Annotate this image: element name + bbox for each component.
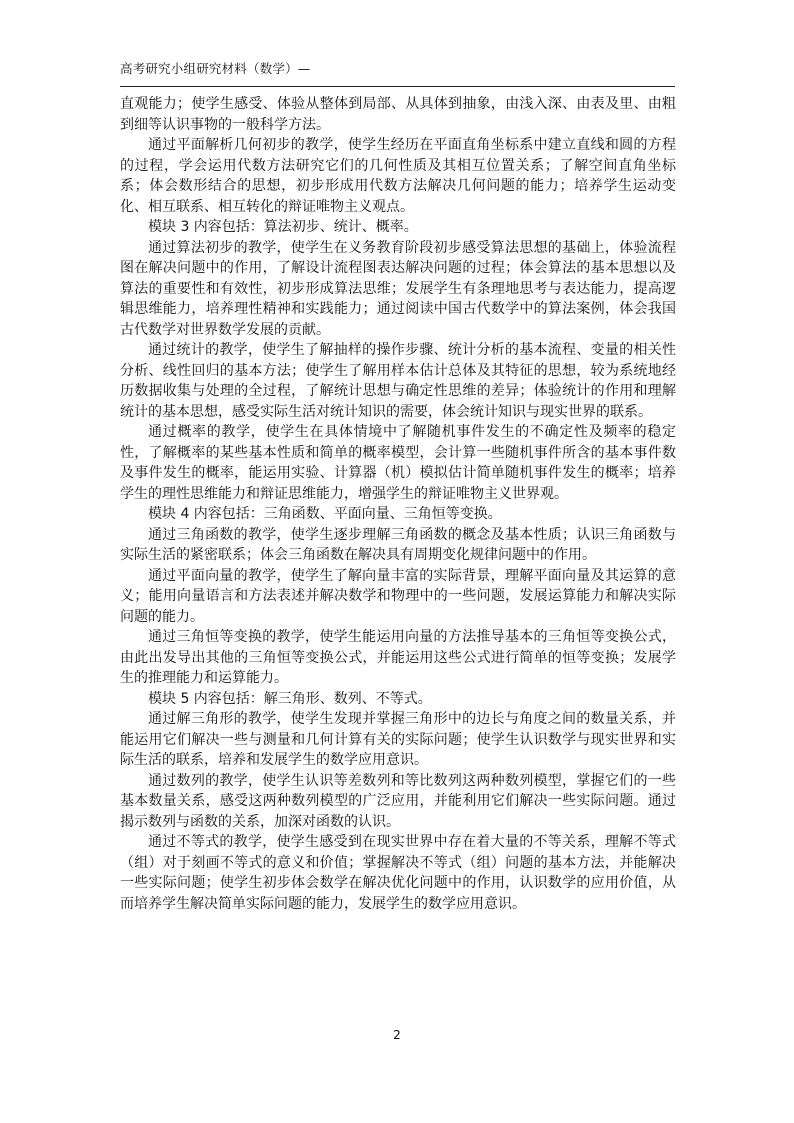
page-header xyxy=(120,56,675,87)
paragraph-module-3-heading: 模块 3 内容包括：算法初步、统计、概率。 xyxy=(148,219,418,235)
paragraph-plane-vectors: 通过平面向量的教学，使学生了解向量丰富的实际背景，理解平面向量及其运算的意义；能用向量语言和方法表述并解决数学和物理中的一些问题，发展运算能力和解决实际问题的能力。 xyxy=(120,567,676,625)
page-number: 2 xyxy=(393,1028,401,1042)
paragraph-algorithm: 通过算法初步的教学，使学生在义务教育阶段初步感受算法思想的基础上，体验流程图在解决问题中的作用，了解设计流程图表达解决问题的过程；体会算法的基本思想以及算法的重要性和有效性，初步形成算法思维；发展学生有条理地思考与表达能力，提高逻辑思维能力，培养理性精神和实践能力；通过阅读中国古代数学中的算法案例，体会我国古代数学对世界数学发展的贡献。 xyxy=(120,239,676,338)
paragraph-module-5-heading: 模块 5 内容包括：解三角形、数列、不等式。 xyxy=(148,690,432,707)
paragraph-statistics: 通过统计的教学，使学生了解抽样的操作步骤、统计分析的基本流程、变量的相关性分析、线性回归的基本方法；使学生了解用样本估计总体及其特征的思想，较为系统地经历数据收集与处理的全过程，了解统计思想与确定性思维的差异；体验统计的作用和理解统计的基本思想，感受实际生活对统计知识的需要，体会统计知识与现实世界的联系。 xyxy=(120,342,676,420)
paragraph-module-4-heading: 模块 4 内容包括：三角函数、平面向量、三角恒等变换。 xyxy=(148,506,502,522)
paragraph-analytic-geometry: 通过平面解析几何初步的教学，使学生经历在平面直角坐标系中建立直线和圆的方程的过程，学会运用代数方法研究它们的几何性质及其相互位置关系；了解空间直角坐标系；体会数形结合的思想，初步形成用代数方法解决几何问题的能力；培养学生运动变化、相互联系、相互转化的辩证唯物主义观点。 xyxy=(120,137,676,215)
paragraph-trig-identities: 通过三角恒等变换的教学，使学生能运用向量的方法推导基本的三角恒等变换公式，由此出发导出其他的三角恒等变换公式，并能运用这些公式进行简单的恒等变换；发展学生的推理能力和运算能力。 xyxy=(120,629,676,686)
header-title: 高考研究小组研究材料（数学）— xyxy=(120,61,311,76)
paragraph-probability: 通过概率的教学，使学生在具体情境中了解随机事件发生的不确定性及频率的稳定性，了解概率的某些基本性质和简单的概率模型，会计算一些随机事件所含的基本事件数及事件发生的概率，能运用实验、计算器（机）模拟估计简单随机事件发生的概率；培养学生的理性思维能力和辩证思维能力，增强学生的辩证唯物主义世界观。 xyxy=(120,424,676,502)
document-body xyxy=(120,94,676,914)
paragraph-sequences: 通过数列的教学，使学生认识等差数列和等比数列这两种数列模型，掌握它们的一些基本数量关系，感受这两种数列模型的广泛应用，并能利用它们解决一些实际问题。通过揭示数列与函数的关系，加深对函数的认识。 xyxy=(120,772,676,830)
paragraph-intro-continued: 直观能力；使学生感受、体验从整体到局部、从具体到抽象，由浅入深、由表及里、由粗到细等认识事物的一般科学方法。 xyxy=(120,96,676,133)
paragraph-trig-functions: 通过三角函数的教学，使学生逐步理解三角函数的概念及基本性质；认识三角函数与实际生活的紧密联系；体会三角函数在解决具有周期变化规律问题中的作用。 xyxy=(120,526,676,563)
paragraph-inequalities: 通过不等式的教学，使学生感受到在现实世界中存在着大量的不等关系，理解不等式（组）对于刻画不等式的意义和价值；掌握解决不等式（组）问题的基本方法，并能解决一些实际问题；使学生初步体会数学在解决优化问题中的作用，认识数学的应用价值，从而培养学生解决简单实际问题的能力，发展学生的数学应用意识。 xyxy=(120,834,676,912)
paragraph-triangles: 通过解三角形的教学，使学生发现并掌握三角形中的边长与角度之间的数量关系，并能运用它们解决一些与测量和几何计算有关的实际问题；使学生认识数学与现实世界和实际生活的联系，培养和发展学生的数学应用意识。 xyxy=(120,711,676,768)
